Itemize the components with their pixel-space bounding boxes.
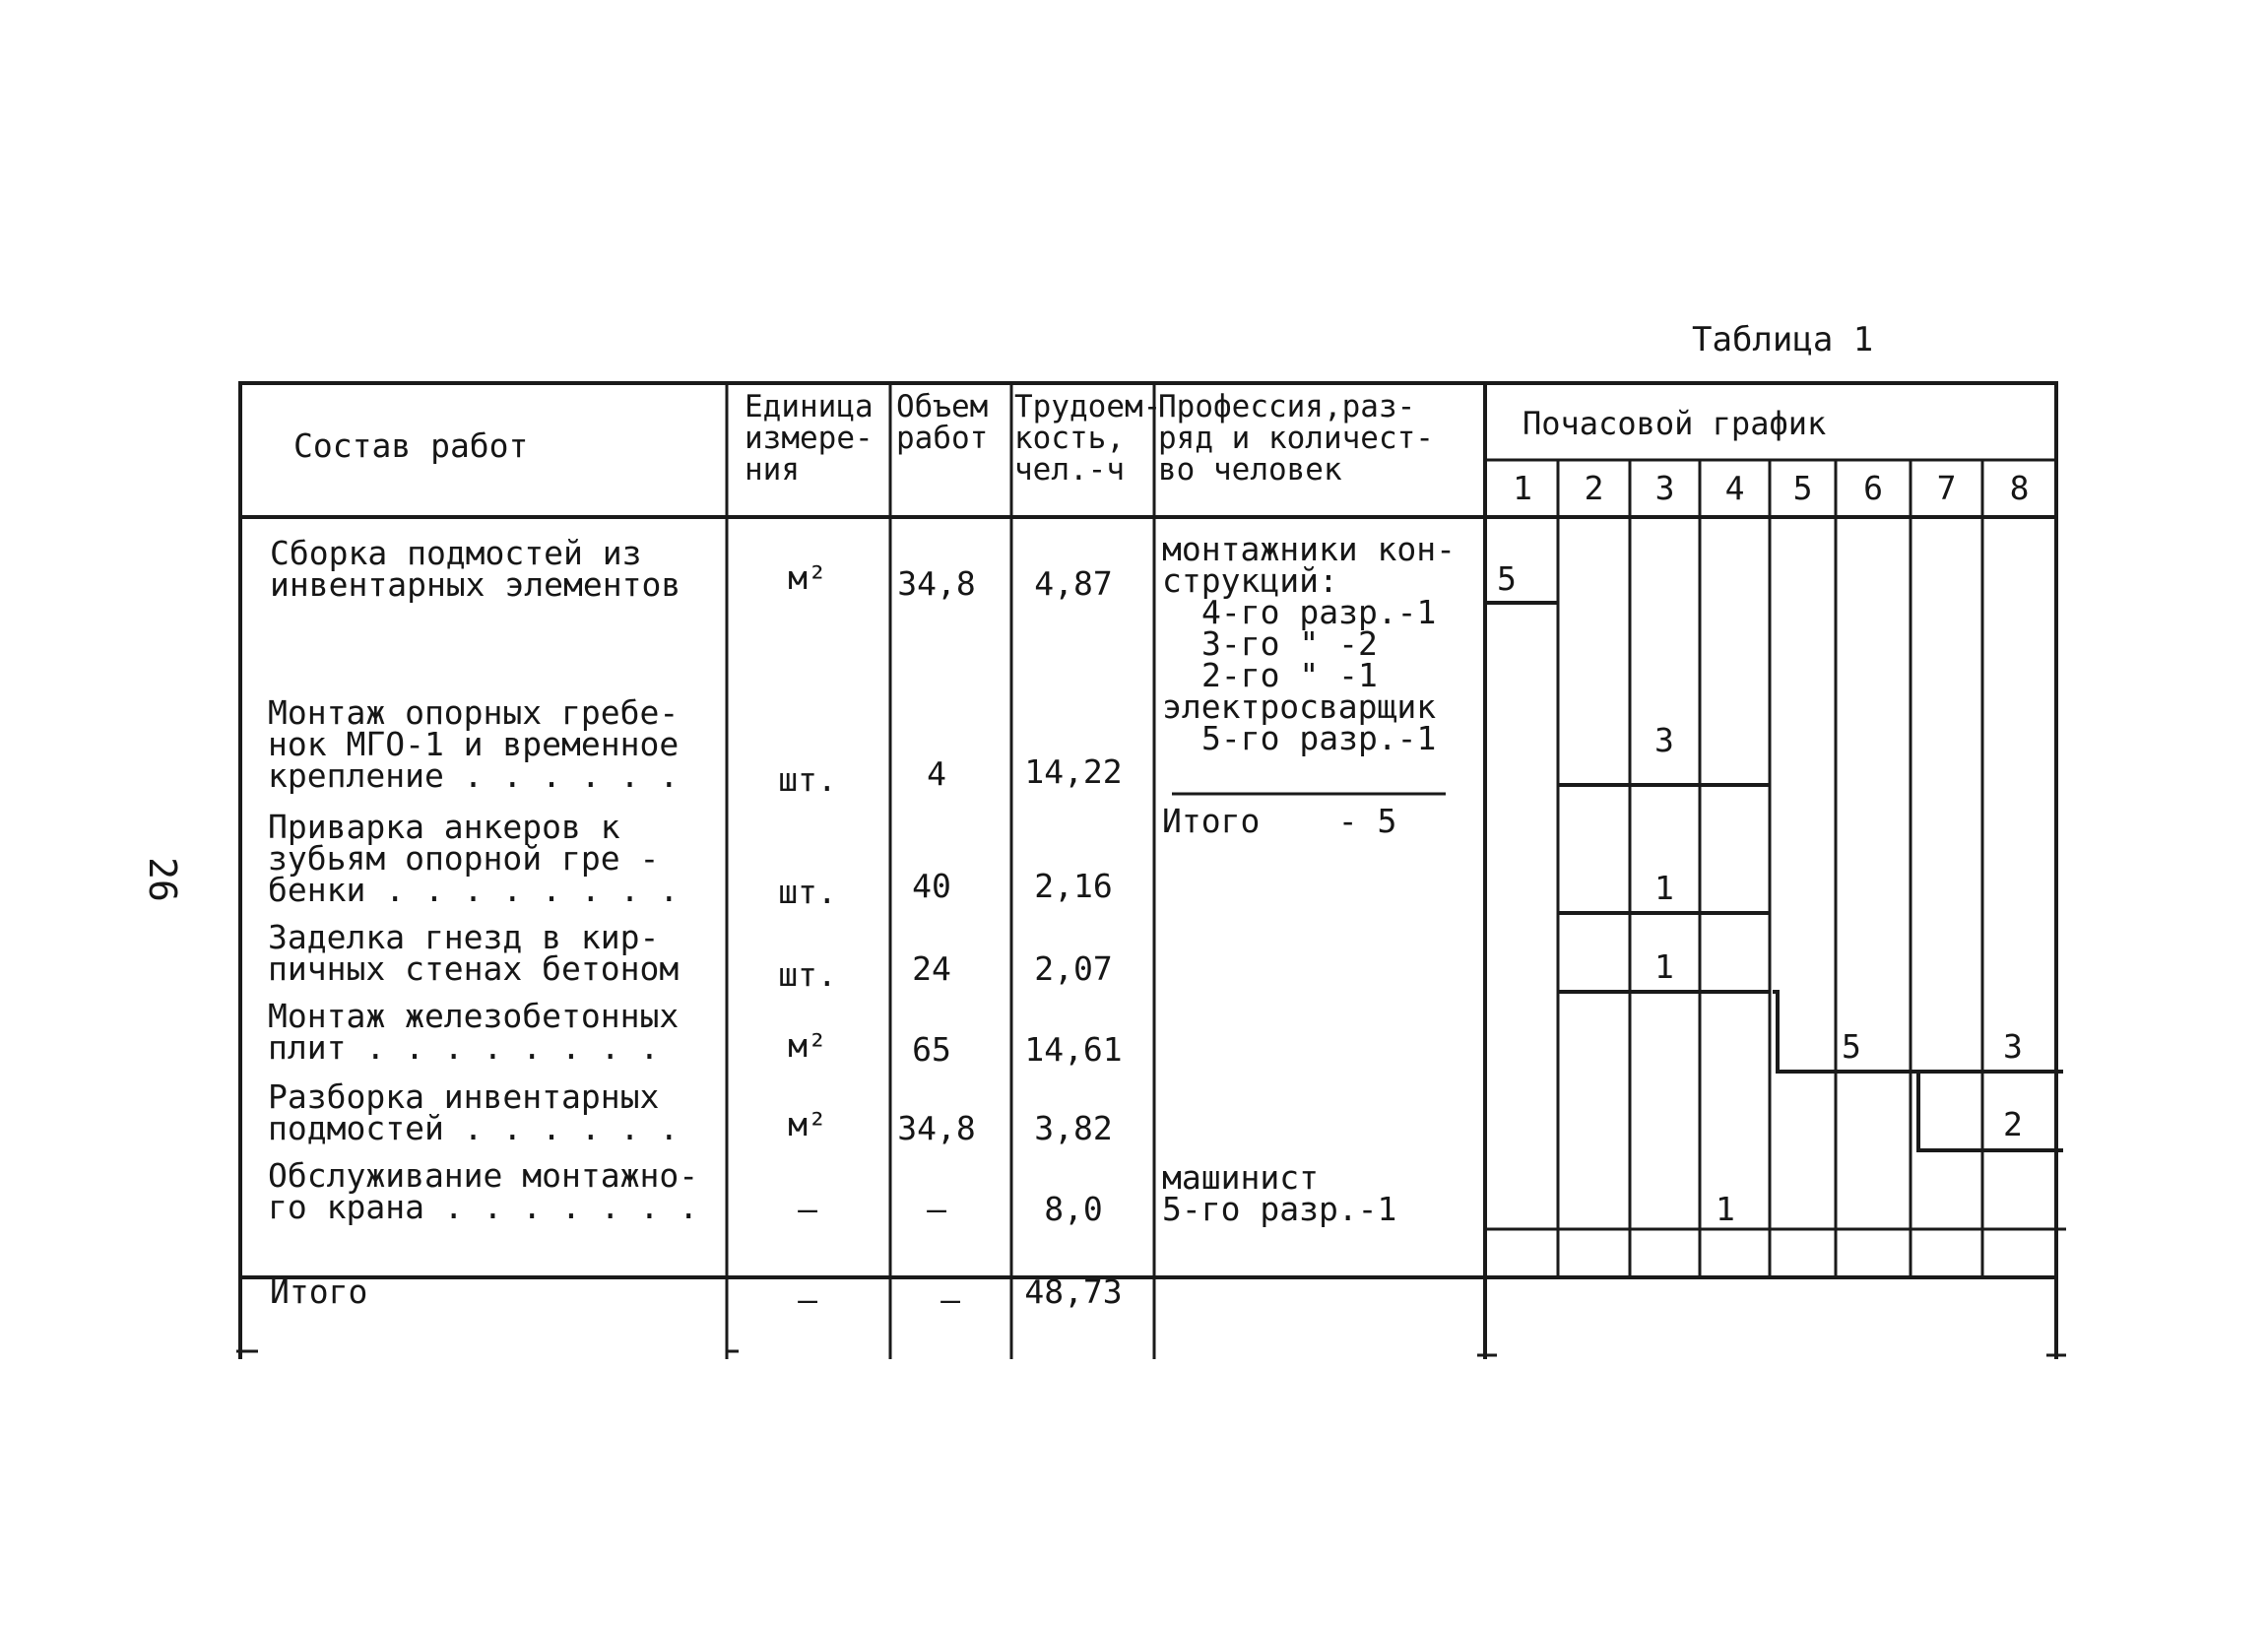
row-volume: 34,8 — [897, 564, 976, 603]
header-unit: Единица измере- ния — [745, 389, 874, 488]
profession-subtotal: Итого - 5 — [1162, 802, 1397, 840]
row-labor: 2,16 — [1034, 867, 1113, 905]
row-volume: 34,8 — [897, 1109, 976, 1147]
row-volume: 24 — [912, 949, 951, 988]
page-number: 26 — [141, 857, 184, 902]
table-row-work: Заделка гнезд в кир- пичных стенах бетоном — [268, 918, 680, 988]
total-label: Итого — [270, 1272, 368, 1311]
table-row-work: Приварка анкеров к зубьям опорной гре - бенки . . . . . . . . — [268, 808, 680, 909]
row-unit: шт. — [778, 760, 837, 799]
row-volume: 4 — [927, 754, 946, 793]
header-profession: Профессия,раз- ряд и количест- во человек — [1158, 389, 1434, 488]
schedule-count: 3 — [2003, 1027, 2023, 1066]
schedule-count: 1 — [1716, 1190, 1735, 1228]
table-row-work: Сборка подмостей из инвентарных элементов — [270, 534, 681, 604]
row-volume: 40 — [912, 867, 951, 905]
row-unit: – — [798, 1190, 817, 1228]
row-labor: 4,87 — [1034, 564, 1113, 603]
row-labor: 3,82 — [1034, 1109, 1113, 1147]
row-labor: 8,0 — [1044, 1190, 1103, 1228]
row-unit: м² — [788, 1105, 827, 1143]
row-labor: 14,22 — [1024, 752, 1123, 791]
row-unit: шт. — [778, 873, 837, 911]
row-unit: м² — [788, 1026, 827, 1065]
total-volume: – — [940, 1280, 960, 1319]
hour-header: 1 — [1513, 469, 1532, 507]
schedule-count: 1 — [1654, 869, 1674, 907]
header-labor: Трудоем- кость, чел.-ч — [1014, 389, 1162, 488]
header-volume: Объем работ — [896, 389, 989, 456]
schedule-count: 5 — [1842, 1027, 1861, 1066]
table-row-work: Монтаж железобетонных плит . . . . . . . . — [268, 997, 680, 1067]
table-caption: Таблица 1 — [1692, 320, 1874, 359]
hour-header: 3 — [1654, 469, 1675, 507]
schedule-bar — [1915, 1072, 2063, 1150]
row-unit: шт. — [778, 955, 837, 994]
hour-header: 6 — [1863, 469, 1883, 507]
hour-header: 8 — [2009, 469, 2030, 507]
schedule-count: 5 — [1497, 559, 1517, 598]
table-row-work: Монтаж опорных гребе- нок МГО-1 и временное крепление . . . . . . — [268, 693, 680, 795]
row-volume: 65 — [912, 1030, 951, 1069]
hour-header: 7 — [1936, 469, 1957, 507]
table-row-work: Разборка инвентарных подмостей . . . . . . — [268, 1077, 680, 1147]
hour-header: 5 — [1792, 469, 1813, 507]
hour-header: 4 — [1724, 469, 1745, 507]
row-labor: 14,61 — [1024, 1030, 1123, 1069]
table-row-work: Обслуживание монтажно- го крана . . . . . . . — [268, 1156, 699, 1226]
row-volume: – — [927, 1190, 946, 1228]
schedule-count: 3 — [1654, 721, 1674, 759]
hour-header: 2 — [1584, 469, 1604, 507]
row-unit: м² — [788, 558, 827, 597]
schedule-count: 2 — [2003, 1105, 2023, 1143]
row-labor: 2,07 — [1034, 949, 1113, 988]
header-schedule: Почасовой график — [1523, 405, 1827, 442]
total-labor: 48,73 — [1024, 1272, 1123, 1311]
total-unit: – — [798, 1280, 817, 1319]
header-work: Состав работ — [293, 426, 529, 465]
schedule-count: 1 — [1654, 947, 1674, 986]
profession-group-1: монтажники кон- струкций: 4-го разр.-1 3-го " -2 2-го " -1 электросварщик 5-го разр.-1 — [1162, 530, 1457, 757]
profession-group-2: машинист 5-го разр.-1 — [1162, 1158, 1397, 1228]
